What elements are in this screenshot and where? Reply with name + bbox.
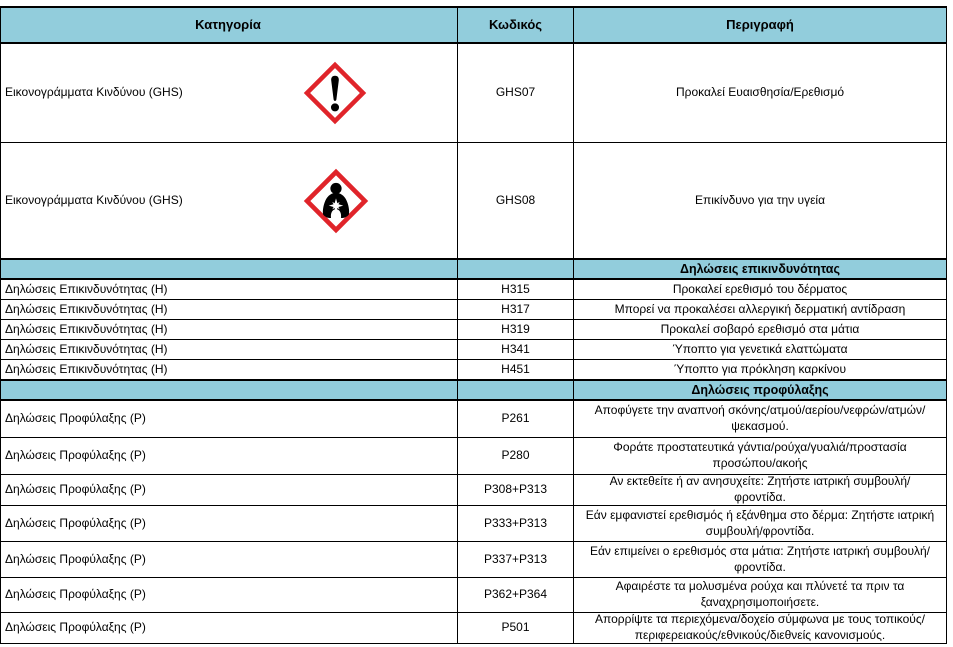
table-row-p362-p364 bbox=[1, 578, 947, 613]
category-cell: Δηλώσεις Προφύλαξης (P) bbox=[1, 578, 458, 613]
code-cell: H319 bbox=[458, 320, 574, 340]
description-cell: Προκαλεί Ευαισθησία/Ερεθισμό bbox=[574, 44, 947, 143]
table-header-row bbox=[1, 8, 947, 44]
code-cell: H451 bbox=[458, 360, 574, 380]
description-cell: Μπορεί να προκαλέσει αλλεργική δερματική αντίδραση bbox=[574, 300, 947, 320]
precaution-section-title: Δηλώσεις προφύλαξης bbox=[574, 380, 947, 401]
description-cell: Εάν επιμείνει ο ερεθισμός στα μάτια: Ζητήστε ιατρική συμβουλή/φροντίδα. bbox=[574, 542, 947, 578]
code-cell: GHS07 bbox=[458, 44, 574, 143]
code-cell: P501 bbox=[458, 613, 574, 644]
hazard-section-title: Δηλώσεις επικινδυνότητας bbox=[574, 259, 947, 280]
ghs08-health-hazard-icon bbox=[303, 166, 369, 236]
category-cell: Δηλώσεις Επικινδυνότητας (Η) bbox=[1, 360, 458, 380]
header-code: Κωδικός bbox=[458, 8, 574, 44]
description-cell: Εάν εμφανιστεί ερεθισμός ή εξάνθημα στο δέρμα: Ζητήστε ιατρική συμβουλή/φροντίδα. bbox=[574, 506, 947, 542]
header-category: Κατηγορία bbox=[1, 8, 458, 44]
description-cell: Προκαλεί ερεθισμό του δέρματος bbox=[574, 280, 947, 300]
category-cell: Δηλώσεις Επικινδυνότητας (Η) bbox=[1, 340, 458, 360]
table-row-ghs08 bbox=[1, 143, 947, 259]
code-cell: P308+P313 bbox=[458, 475, 574, 506]
header-description: Περιγραφή bbox=[574, 8, 947, 44]
table-row-p501 bbox=[1, 613, 947, 644]
category-cell: Δηλώσεις Προφύλαξης (P) bbox=[1, 506, 458, 542]
description-cell: Ύποπτο για πρόκληση καρκίνου bbox=[574, 360, 947, 380]
description-cell: Αφαιρέστε τα μολυσμένα ρούχα και πλύνετέ τα πριν τα ξαναχρησιμοποιήσετε. bbox=[574, 578, 947, 613]
section-empty-cell bbox=[1, 259, 458, 280]
category-cell: Δηλώσεις Προφύλαξης (P) bbox=[1, 475, 458, 506]
category-cell: Δηλώσεις Προφύλαξης (P) bbox=[1, 613, 458, 644]
category-cell: Δηλώσεις Προφύλαξης (P) bbox=[1, 542, 458, 578]
code-cell: P337+P313 bbox=[458, 542, 574, 578]
category-cell bbox=[1, 143, 458, 259]
category-label: Εικονογράμματα Κινδύνου (GHS) bbox=[5, 192, 183, 207]
description-cell: Προκαλεί σοβαρό ερεθισμό στα μάτια bbox=[574, 320, 947, 340]
category-cell: Δηλώσεις Επικινδυνότητας (Η) bbox=[1, 280, 458, 300]
category-cell: Δηλώσεις Επικινδυνότητας (Η) bbox=[1, 320, 458, 340]
table-row-h315 bbox=[1, 280, 947, 300]
table-row-h317 bbox=[1, 300, 947, 320]
code-cell: H341 bbox=[458, 340, 574, 360]
table-row-h319 bbox=[1, 320, 947, 340]
code-cell: P280 bbox=[458, 438, 574, 475]
table-row-p308-p313 bbox=[1, 475, 947, 506]
category-cell bbox=[1, 44, 458, 143]
section-empty-cell bbox=[458, 259, 574, 280]
table-row-p337-p313 bbox=[1, 542, 947, 578]
code-cell: GHS08 bbox=[458, 143, 574, 259]
category-cell: Δηλώσεις Επικινδυνότητας (Η) bbox=[1, 300, 458, 320]
section-empty-cell bbox=[1, 380, 458, 401]
description-cell: Επικίνδυνο για την υγεία bbox=[574, 143, 947, 259]
section-empty-cell bbox=[458, 380, 574, 401]
description-cell: Αποφύγετε την αναπνοή σκόνης/ατμού/αερίου/νεφρών/ατμών/ψεκασμού. bbox=[574, 401, 947, 438]
table-row-h341 bbox=[1, 340, 947, 360]
code-cell: H317 bbox=[458, 300, 574, 320]
precaution-section-row bbox=[1, 380, 947, 401]
description-cell: Αν εκτεθείτε ή αν ανησυχείτε: Ζητήστε ιατρική συμβουλή/φροντίδα. bbox=[574, 475, 947, 506]
table-row-h451 bbox=[1, 360, 947, 380]
code-cell: P261 bbox=[458, 401, 574, 438]
table-row-p280 bbox=[1, 438, 947, 475]
table-row-p333-p313 bbox=[1, 506, 947, 542]
description-cell: Απορρίψτε τα περιεχόμενα/δοχείο σύμφωνα με τους τοπικούς/περιφερειακούς/εθνικούς/διεθνείς κανονισμούς. bbox=[574, 613, 947, 644]
category-label: Εικονογράμματα Κινδύνου (GHS) bbox=[5, 85, 183, 100]
category-cell: Δηλώσεις Προφύλαξης (P) bbox=[1, 438, 458, 475]
ghs-classification-table bbox=[0, 6, 947, 644]
description-cell: Φοράτε προστατευτικά γάντια/ρούχα/γυαλιά/προστασία προσώπου/ακοής bbox=[574, 438, 947, 475]
hazard-section-row bbox=[1, 259, 947, 280]
table-row-p261 bbox=[1, 401, 947, 438]
category-cell: Δηλώσεις Προφύλαξης (P) bbox=[1, 401, 458, 438]
code-cell: H315 bbox=[458, 280, 574, 300]
code-cell: P362+P364 bbox=[458, 578, 574, 613]
code-cell: P333+P313 bbox=[458, 506, 574, 542]
description-cell: Ύποπτο για γενετικά ελαττώματα bbox=[574, 340, 947, 360]
table-row-ghs07 bbox=[1, 44, 947, 143]
ghs07-exclamation-icon bbox=[303, 61, 367, 125]
